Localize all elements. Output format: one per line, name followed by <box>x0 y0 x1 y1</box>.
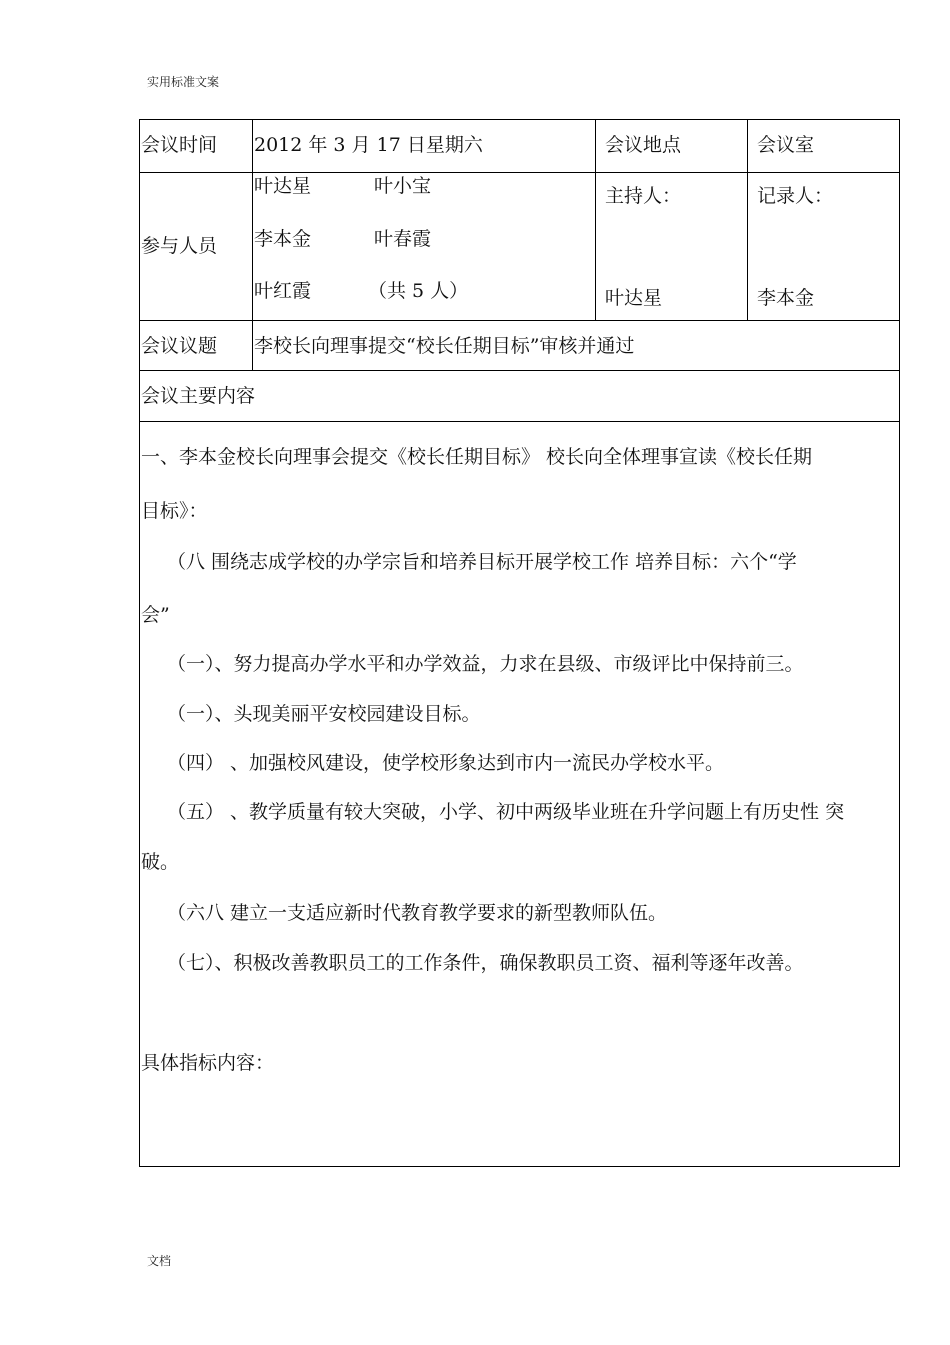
participant-name: 叶达星 <box>254 175 312 197</box>
content-line: （五） 、教学质量有较大突破，小学、初中两级毕业班在升学问题上有历史性 突 <box>167 801 845 823</box>
host-label: 主持人： <box>605 185 682 207</box>
content-line: （八 围绕志成学校的办学宗旨和培养目标开展学校工作 培养目标：六个“学 <box>167 551 797 573</box>
content-line: 会” <box>141 604 170 626</box>
meeting-time-value: 2012 年 3 月 17 日星期六 <box>254 134 483 156</box>
column-divider <box>252 120 253 370</box>
indicators-label: 具体指标内容： <box>141 1052 275 1074</box>
content-line: 目标》： <box>141 500 208 522</box>
meeting-record-table <box>139 119 900 1167</box>
recorder-value: 李本金 <box>757 287 815 309</box>
content-line: （一）、努力提高办学水平和办学效益，力求在县级、市级评比中保持前三。 <box>167 653 804 675</box>
page-footer: 文档 <box>147 1254 172 1268</box>
meeting-topic-value: 李校长向理事提交“校长任期目标”审核并通过 <box>254 335 635 357</box>
column-divider <box>595 120 596 320</box>
row-divider <box>140 421 899 422</box>
content-line: （七）、积极改善教职员工的工作条件，确保教职员工资、福利等逐年改善。 <box>167 952 804 974</box>
participant-name: 叶小宝 <box>374 175 432 197</box>
row-divider <box>140 172 899 173</box>
host-value: 叶达星 <box>605 287 663 309</box>
row-divider <box>140 320 899 321</box>
content-line: 破。 <box>141 851 180 873</box>
participant-count: （共 5 人） <box>368 280 469 302</box>
meeting-place-label: 会议地点 <box>605 134 682 156</box>
page-header: 实用标准文案 <box>147 75 220 89</box>
content-line: （一）、头现美丽平安校园建设目标。 <box>167 703 481 725</box>
meeting-topic-label: 会议议题 <box>141 335 218 357</box>
participant-name: 叶春霞 <box>374 228 432 250</box>
participants-label: 参与人员 <box>141 235 218 257</box>
recorder-label: 记录人： <box>757 185 834 207</box>
content-line: （六八 建立一支适应新时代教育教学要求的新型教师队伍。 <box>167 902 668 924</box>
main-content-label: 会议主要内容 <box>141 385 256 407</box>
participant-name: 叶红霞 <box>254 280 312 302</box>
content-line: 一、李本金校长向理事会提交《校长任期目标》 校长向全体理事宣读《校长任期 <box>141 446 813 468</box>
column-divider <box>747 120 748 320</box>
meeting-time-label: 会议时间 <box>141 134 218 156</box>
meeting-place-value: 会议室 <box>757 134 815 156</box>
row-divider <box>140 370 899 371</box>
content-line: （四） 、加强校风建设，使学校形象达到市内一流民办学校水平。 <box>167 752 725 774</box>
participant-name: 李本金 <box>254 228 312 250</box>
